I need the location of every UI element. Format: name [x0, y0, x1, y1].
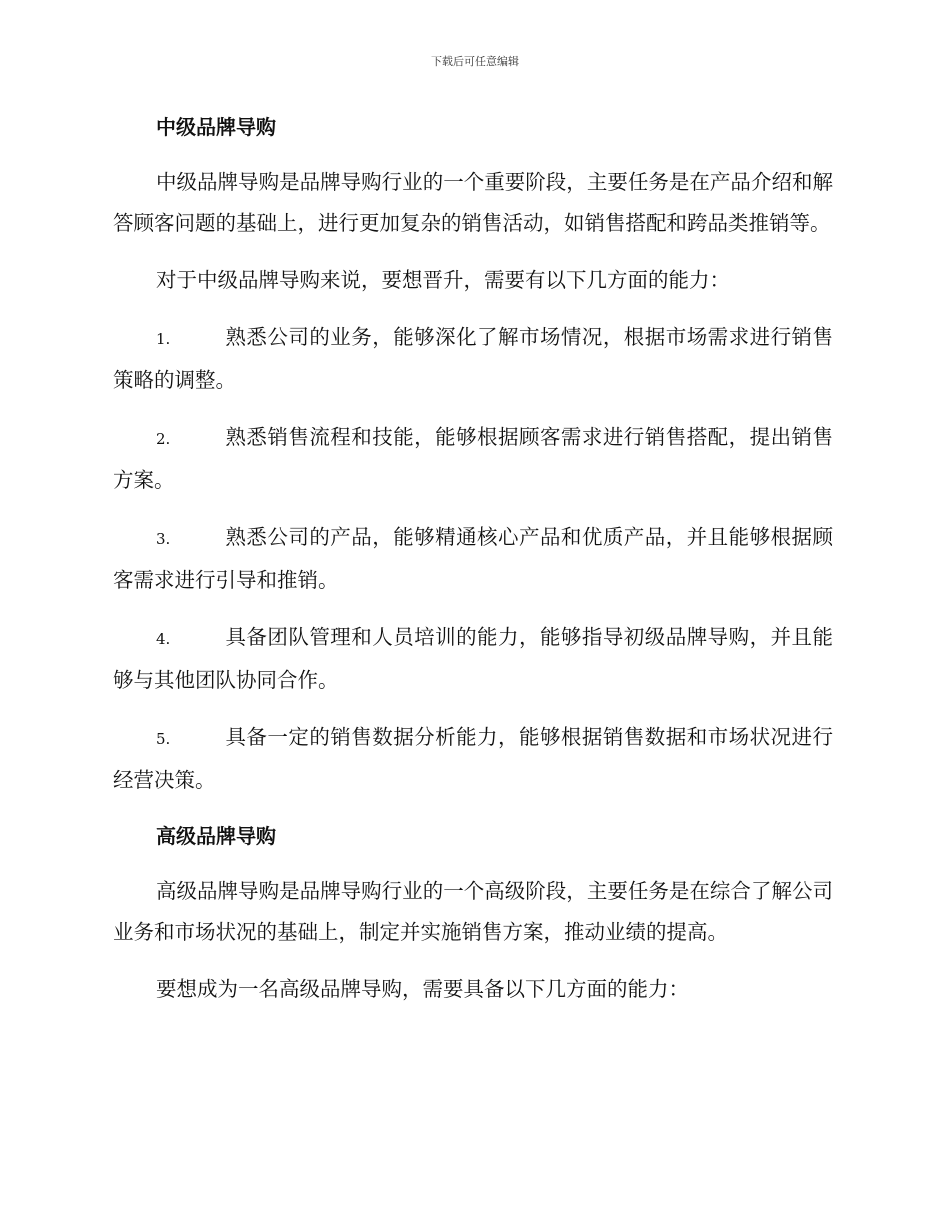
list-item: [113, 417, 833, 501]
section-heading-intermediate: 中级品牌导购: [156, 115, 276, 139]
list-item: [113, 717, 833, 801]
section-heading-advanced: 高级品牌导购: [156, 824, 276, 848]
list-item-text: 具备一定的销售数据分析能力，能够根据销售数据和市场状况进行经营决策。: [113, 725, 833, 792]
list-item-number: 1.: [156, 330, 171, 348]
list-item-text: 熟悉公司的业务，能够深化了解市场情况，根据市场需求进行销售策略的调整。: [113, 325, 833, 392]
intermediate-lead-paragraph: 对于中级品牌导购来说，要想晋升，需要有以下几方面的能力：: [156, 268, 730, 292]
advanced-intro-paragraph: 高级品牌导购是品牌导购行业的一个高级阶段，主要任务是在综合了解公司业务和市场状况的基础上，制定并实施销售方案，推动业绩的提高。: [113, 879, 833, 944]
list-item-number: 4.: [156, 630, 171, 648]
advanced-lead-paragraph: 要想成为一名高级品牌导购，需要具备以下几方面的能力：: [156, 977, 689, 1001]
list-item-text: 具备团队管理和人员培训的能力，能够指导初级品牌导购，并且能够与其他团队协同合作。: [113, 625, 833, 692]
document-body: [113, 108, 833, 1010]
intermediate-intro-paragraph: 中级品牌导购是品牌导购行业的一个重要阶段，主要任务是在产品介绍和解答顾客问题的基础上，进行更加复杂的销售活动，如销售搭配和跨品类推销等。: [113, 170, 833, 235]
list-item-text: 熟悉公司的产品，能够精通核心产品和优质产品，并且能够根据顾客需求进行引导和推销。: [113, 525, 833, 592]
list-item-number: 3.: [156, 530, 171, 548]
list-item: [113, 617, 833, 701]
list-item-text: 熟悉销售流程和技能，能够根据顾客需求进行销售搭配，提出销售方案。: [113, 425, 833, 492]
page-header: 下载后可任意编辑: [431, 55, 519, 68]
list-item: [113, 317, 833, 401]
list-item-number: 2.: [156, 430, 171, 448]
list-item: [113, 517, 833, 601]
list-item-number: 5.: [156, 730, 171, 748]
